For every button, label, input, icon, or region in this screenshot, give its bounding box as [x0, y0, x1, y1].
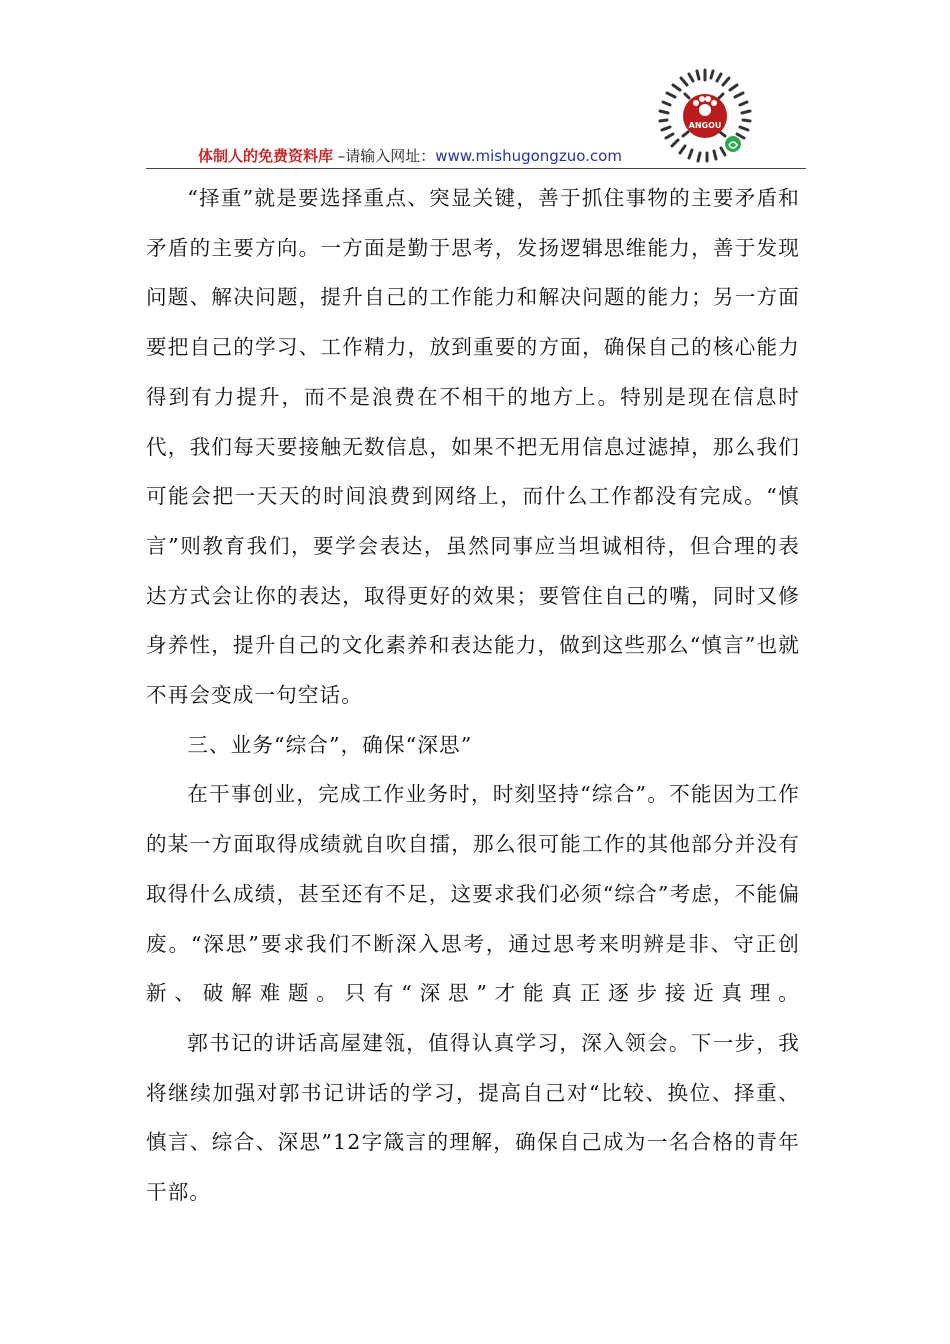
header-divider	[146, 168, 806, 169]
paragraph-zezhong-shenyan: “择重”就是要选择重点、突显关键，善于抓住事物的主要矛盾和矛盾的主要方向。一方面是勤于思考，发扬逻辑思维能力，善于发现问题、解决问题，提升自己的工作能力和解决问题的能力；另一方面要把自己的学习、工作精力，放到重要的方面，确保自己的核心能力得到有力提升，而不是浪费在不相干的地方上。特别是现在信息时代，我们每天要接触无数信息，如果不把无用信息过滤掉，那么我们可能会把一天天的时间浪费到网络上，而什么工作都没有完成。“慎言”则教育我们，要学会表达，虽然同事应当坦诚相待，但合理的表达方式会让你的表达，取得更好的效果；要管住自己的嘴，同时又修身养性，提升自己的文化素养和表达能力，做到这些那么“慎言”也就不再会变成一句空话。	[146, 186, 800, 708]
url-prompt: –请输入网址：	[333, 147, 436, 165]
mini-program-qr-code	[655, 66, 755, 166]
section-heading-3: 三、业务“综合”，确保“深思”	[187, 732, 473, 757]
qr-logo-text: ANGOU	[688, 121, 722, 130]
site-url[interactable]: www.mishugongzuo.com	[435, 147, 622, 165]
paragraph-zonghe-shensi: 在干事创业，完成工作业务时，时刻坚持“综合”。不能因为工作的某一方面取得成绩就自吹自擂，那么很可能工作的其他部分并没有取得什么成绩，甚至还有不足，这要求我们必须“综合”考虑，不能偏废。“深思”要求我们不断深入思考，通过思考来明辨是非、守正创新、破解难题。只有“深思”才能真正逐步接近真理。	[146, 782, 800, 1006]
paragraph-conclusion: 郭书记的讲话高屋建瓴，值得认真学习，深入领会。下一步，我将继续加强对郭书记讲话的学习，提高自己对“比较、换位、择重、慎言、综合、深思”12字箴言的理解，确保自己成为一名合格的青年干部。	[146, 1030, 800, 1205]
header-watermark	[198, 146, 622, 166]
document-body	[146, 174, 800, 1218]
site-name: 体制人的免费资料库	[198, 147, 334, 165]
